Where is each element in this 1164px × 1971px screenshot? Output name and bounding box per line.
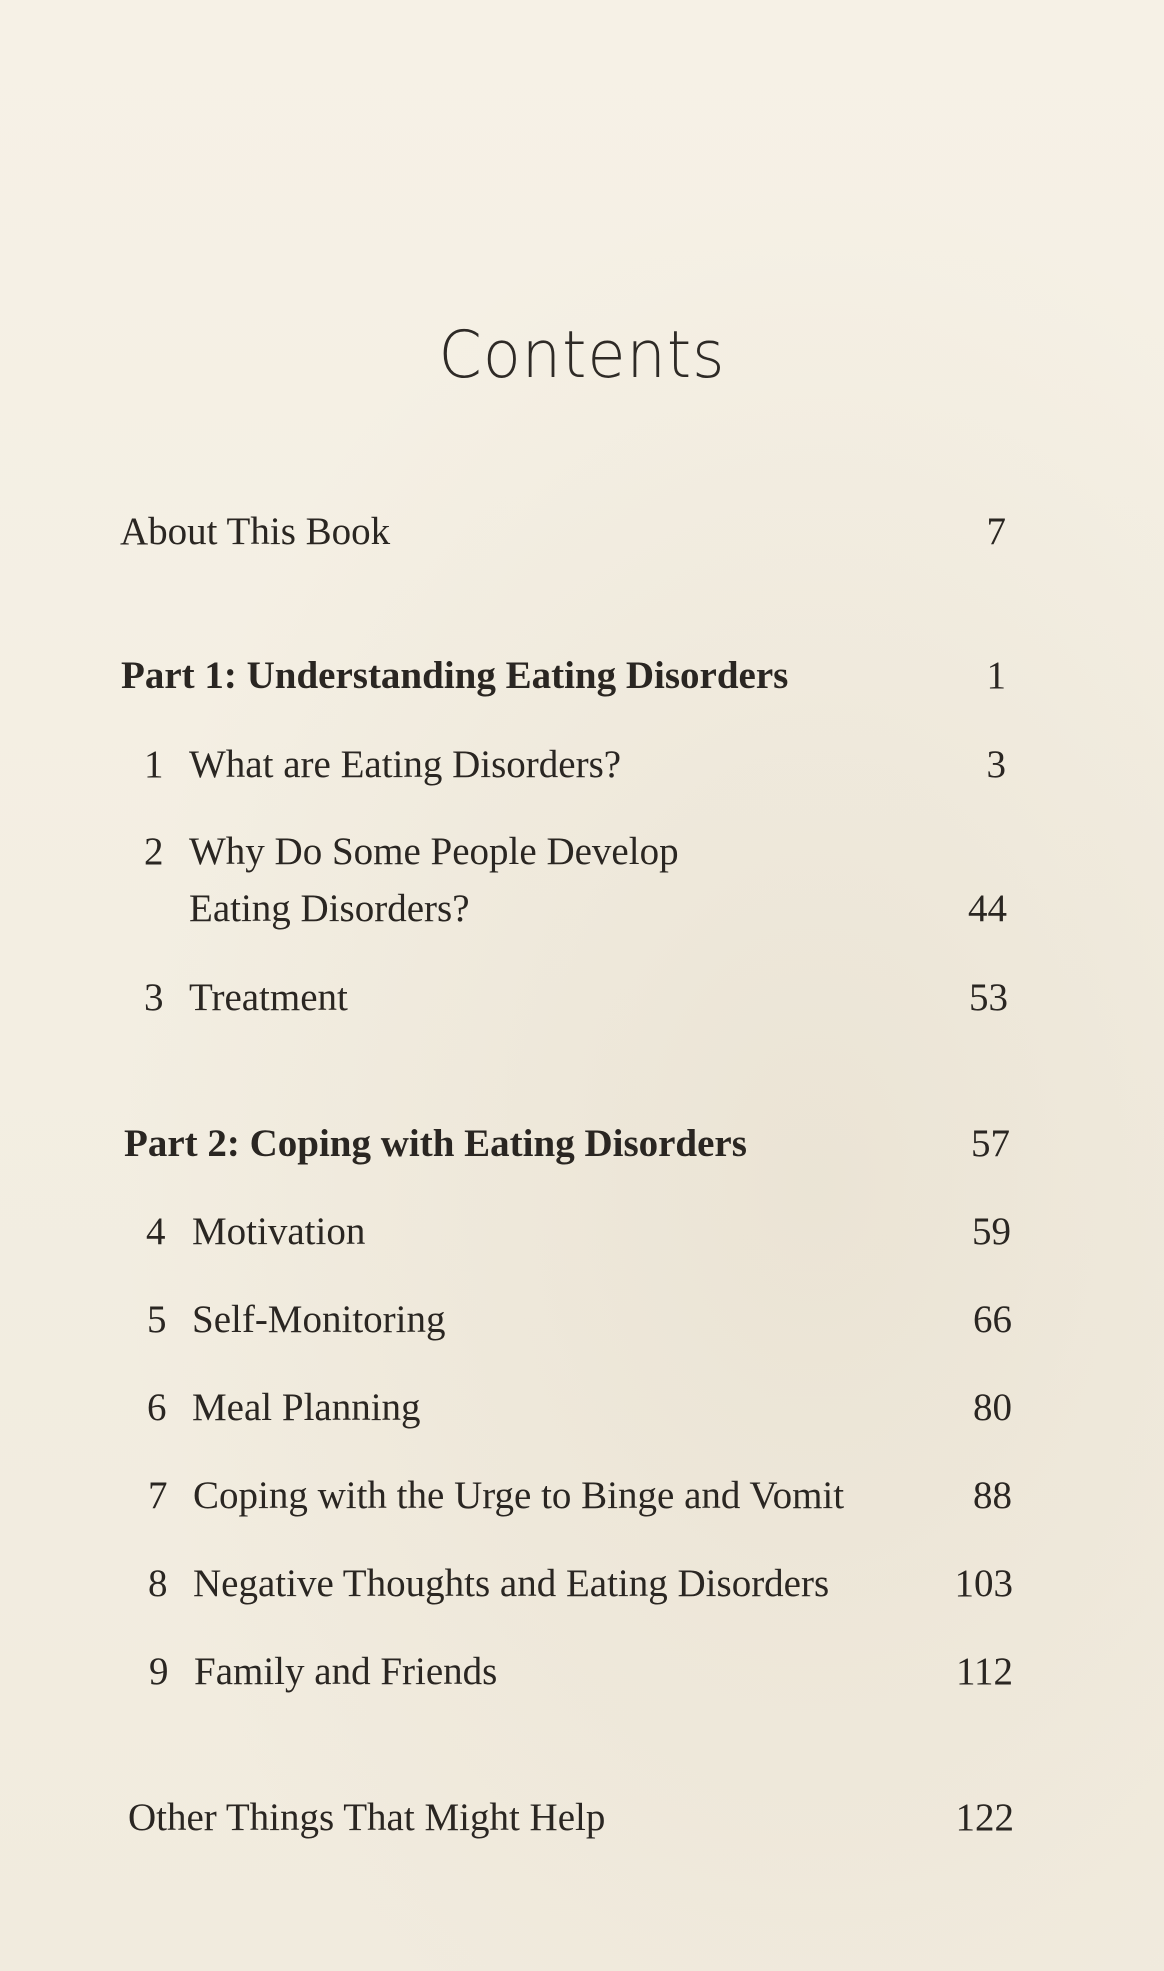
toc-chapter-page: 103 — [954, 1562, 1013, 1605]
toc-part-1 — [0, 650, 1164, 702]
toc-chapter-8 — [0, 1558, 1164, 1610]
toc-chapter-page: 88 — [973, 1474, 1012, 1517]
toc-chapter-5 — [0, 1294, 1164, 1346]
toc-chapter-number: 5 — [147, 1298, 167, 1341]
toc-chapter-label: Motivation — [192, 1210, 366, 1253]
toc-chapter-label: Meal Planning — [192, 1386, 421, 1429]
toc-chapter-4 — [0, 1206, 1164, 1258]
toc-chapter-number: 9 — [149, 1650, 169, 1693]
toc-chapter-number: 4 — [146, 1210, 166, 1253]
toc-part-page: 57 — [971, 1122, 1010, 1165]
toc-chapter-number: 6 — [147, 1386, 167, 1429]
toc-chapter-number: 3 — [144, 976, 164, 1019]
toc-chapter-2-continued — [0, 883, 1164, 935]
toc-part-label: Part 1: Understanding Eating Disorders — [121, 654, 789, 697]
toc-part-label: Part 2: Coping with Eating Disorders — [124, 1122, 747, 1165]
toc-chapter-number: 8 — [148, 1562, 168, 1605]
toc-chapter-label: Treatment — [189, 976, 348, 1019]
toc-chapter-6 — [0, 1382, 1164, 1434]
toc-entry-about — [0, 506, 1164, 558]
toc-entry-page: 7 — [986, 510, 1006, 553]
toc-chapter-number: 1 — [144, 743, 164, 786]
toc-entry-other-things — [0, 1792, 1164, 1844]
toc-chapter-page: 44 — [968, 887, 1007, 930]
toc-chapter-page: 3 — [986, 743, 1006, 786]
toc-chapter-label: Family and Friends — [194, 1650, 498, 1693]
toc-part-page: 1 — [986, 654, 1006, 697]
toc-chapter-label: Negative Thoughts and Eating Disorders — [193, 1562, 830, 1605]
toc-chapter-label: Coping with the Urge to Binge and Vomit — [193, 1474, 845, 1517]
toc-chapter-page: 80 — [973, 1386, 1012, 1429]
toc-chapter-3 — [0, 972, 1164, 1024]
toc-chapter-label: Self-Monitoring — [192, 1298, 446, 1341]
toc-chapter-number: 2 — [144, 830, 164, 873]
toc-chapter-page: 59 — [972, 1210, 1011, 1253]
toc-chapter-page: 53 — [969, 976, 1008, 1019]
toc-part-2 — [0, 1118, 1164, 1170]
toc-chapter-page: 66 — [973, 1298, 1012, 1341]
toc-chapter-label-line2: Eating Disorders? — [189, 887, 470, 930]
toc-chapter-number: 7 — [148, 1474, 168, 1517]
toc-chapter-9 — [0, 1646, 1164, 1698]
toc-chapter-1 — [0, 739, 1164, 791]
page-title: Contents — [438, 316, 726, 393]
toc-chapter-page: 112 — [955, 1650, 1013, 1693]
toc-chapter-label-line1: Why Do Some People Develop — [189, 830, 679, 873]
toc-chapter-2 — [0, 826, 1164, 878]
toc-entry-page: 122 — [955, 1796, 1014, 1839]
toc-chapter-label: What are Eating Disorders? — [189, 743, 622, 786]
toc-chapter-7 — [0, 1470, 1164, 1522]
toc-entry-label: Other Things That Might Help — [128, 1796, 606, 1839]
toc-entry-label: About This Book — [120, 510, 391, 553]
